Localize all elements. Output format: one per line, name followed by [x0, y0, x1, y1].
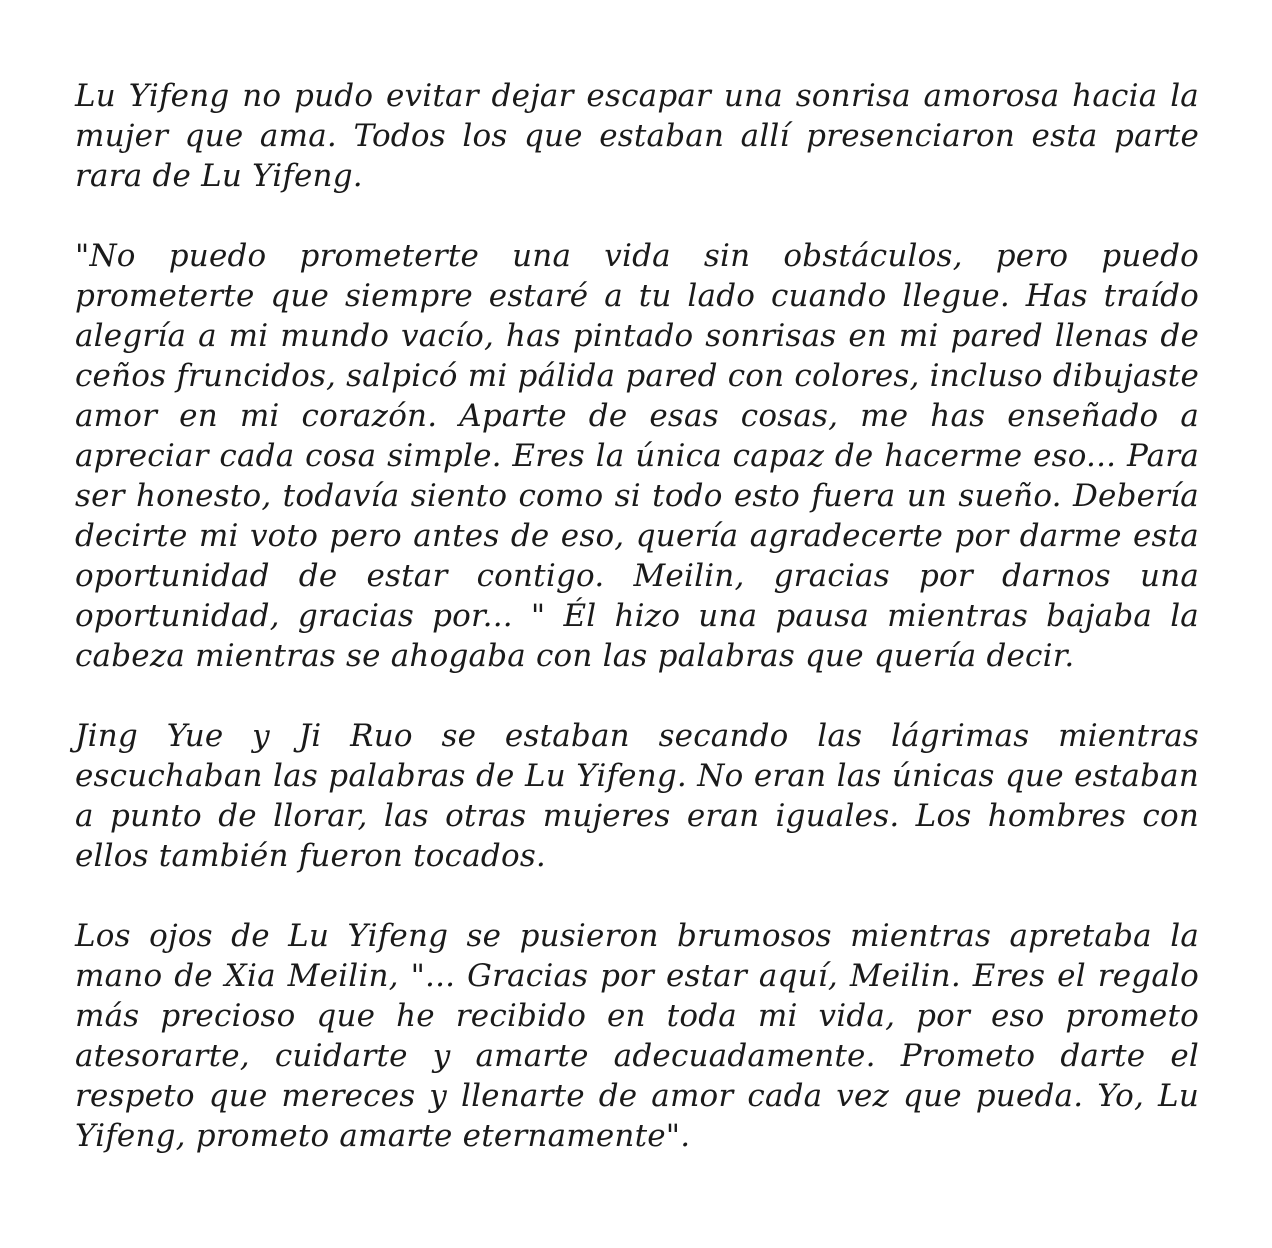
paragraph-1: Lu Yifeng no pudo evitar dejar escapar una sonrisa amorosa hacia la mujer que ama. Todos los que estaban allí presenciaron esta parte rara de Lu Yifeng.	[75, 78, 1199, 194]
paragraph-3: Jing Yue y Ji Ruo se estaban secando las lágrimas mientras escuchaban las palabras de Lu Yifeng. No eran las únicas que estaban a punto de llorar, las otras mujeres eran iguales. Los hombres con ellos también fueron tocados.	[75, 718, 1199, 874]
document-body	[75, 76, 1199, 1156]
paragraph-2: "No puedo prometerte una vida sin obstáculos, pero puedo prometerte que siempre estaré a tu lado cuando llegue. Has traído alegría a mi mundo vacío, has pintado sonrisas en mi pared llenas de ceños fruncidos, salpicó mi pálida pared con colores, incluso dibujaste amor en mi corazón. Aparte de esas cosas, me has enseñado a apreciar cada cosa simple. Eres la única capaz de hacerme eso... Para ser honesto, todavía siento como si todo esto fuera un sueño. Debería decirte mi voto pero antes de eso, quería agradecerte por darme esta oportunidad de estar contigo. Meilin, gracias por darnos una oportunidad, gracias por... " Él hizo una pausa mientras bajaba la cabeza mientras se ahogaba con las palabras que quería decir.	[75, 238, 1199, 674]
paragraph-4: Los ojos de Lu Yifeng se pusieron brumosos mientras apretaba la mano de Xia Meilin, "... Gracias por estar aquí, Meilin. Eres el regalo más precioso que he recibido en toda mi vida, por eso prometo atesorarte, cuidarte y amarte adecuadamente. Prometo darte el respeto que mereces y llenarte de amor cada vez que pueda. Yo, Lu Yifeng, prometo amarte eternamente".	[75, 918, 1199, 1154]
